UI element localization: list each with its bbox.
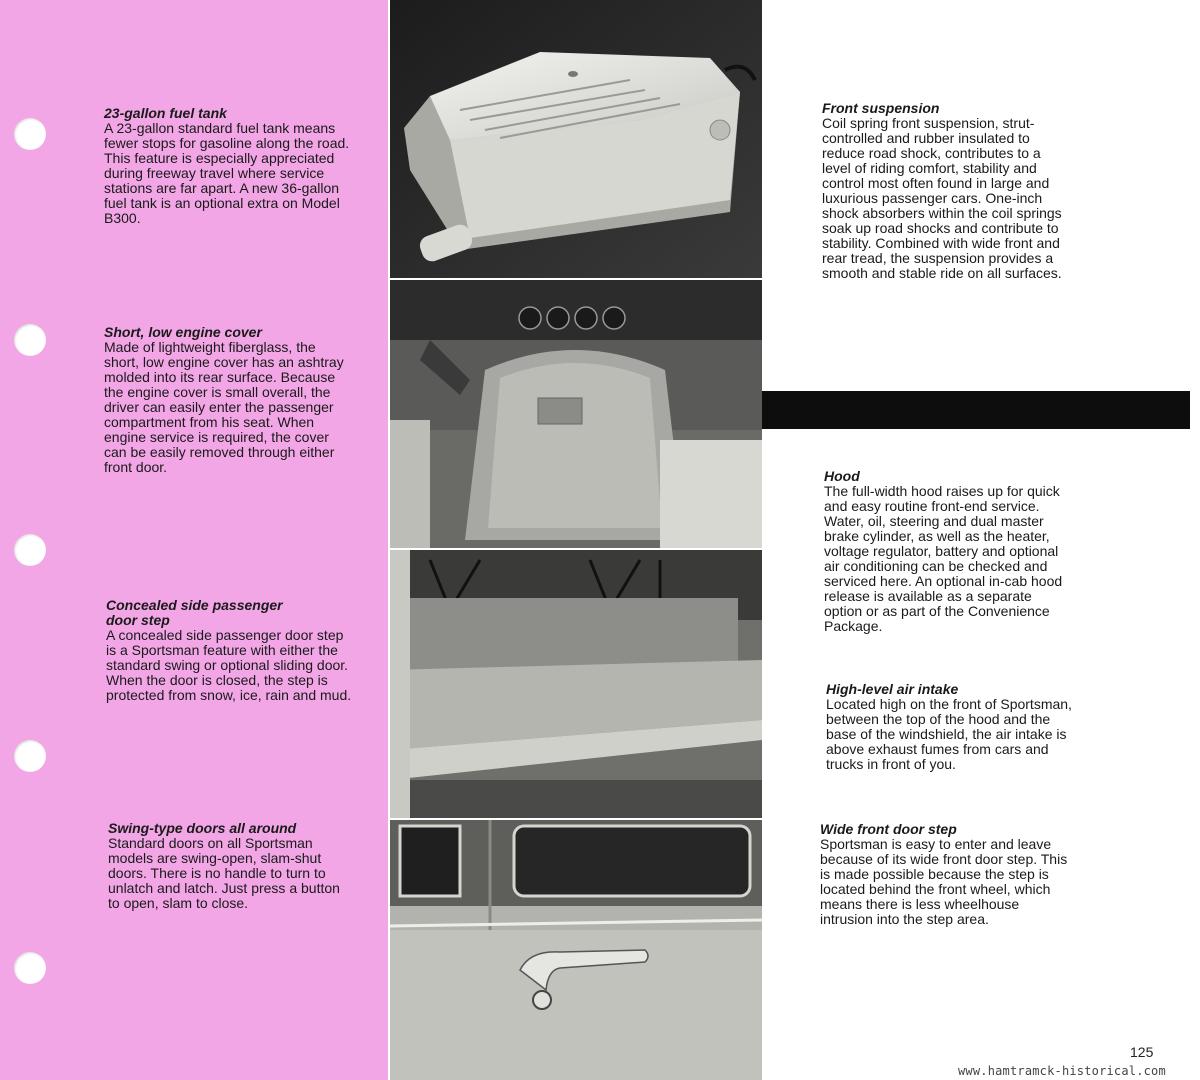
binder-hole — [14, 952, 46, 984]
binder-hole — [14, 324, 46, 356]
feature-title: 23-gallon fuel tank — [104, 105, 227, 121]
photo-door-step — [390, 550, 762, 818]
feature-title: Front suspension — [822, 100, 940, 116]
feature-body: A 23-gallon standard fuel tank means fewer stops for gasoline along the road. This feature is especially appreciated during freeway travel where service stations are far apart. A new 36-gallon fuel tank is an optional extra on Model B300. — [104, 120, 350, 226]
black-divider-bar — [762, 391, 1190, 429]
feature-swing-doors — [108, 821, 352, 911]
feature-body: Made of lightweight fiberglass, the short, low engine cover has an ashtray molded into its rear surface. Because the engine cover is small overall, the driver can easily enter the passenger compartment from his seat. When engine service is required, the cover can be easily removed through either front door. — [104, 339, 344, 475]
feature-body: A concealed side passenger door step is a Sportsman feature with either the standard swing or optional sliding door. When the door is closed, the step is protected from snow, ice, rain and mud. — [106, 627, 352, 703]
feature-title: Concealed side passenger door step — [106, 597, 283, 628]
feature-body: Standard doors on all Sportsman models are swing-open, slam-shut doors. There is no handle to turn to unlatch and latch. Just press a button to open, slam to close. — [108, 835, 340, 911]
binder-hole — [14, 534, 46, 566]
photo-engine-cover — [390, 280, 762, 548]
feature-body: Coil spring front suspension, strut-controlled and rubber insulated to reduce road shock, contributes to a level of riding comfort, stability and control most often found in large and luxurious passenger cars. One-inch shock absorbers within the coil springs soak up road shocks and contribute to stability. Combined with wide front and rear tread, the suspension provides a smooth and stable ride on all surfaces. — [822, 115, 1062, 281]
feature-body: The full-width hood raises up for quick and easy routine front-end service. Water, oil, steering and dual master brake cylinder, as well as the heater, voltage regulator, battery and optional air conditioning can be checked and serviced here. An optional in-cab hood release is available as a separate option or as part of the Convenience Package. — [824, 483, 1063, 634]
feature-title: High-level air intake — [826, 681, 959, 697]
feature-air-intake — [826, 682, 1074, 772]
page-number: 125 — [1130, 1044, 1154, 1060]
watermark: www.hamtramck-historical.com — [958, 1064, 1166, 1078]
feature-hood — [824, 469, 1072, 634]
feature-title: Swing-type doors all around — [108, 820, 297, 836]
feature-front-suspension — [822, 101, 1072, 281]
photo-swing-door — [390, 820, 762, 1080]
feature-engine-cover — [104, 325, 354, 475]
feature-fuel-tank — [104, 106, 352, 226]
feature-front-door-step — [820, 822, 1070, 927]
feature-title: Wide front door step — [820, 821, 957, 837]
binder-hole — [14, 740, 46, 772]
binder-hole — [14, 118, 46, 150]
feature-body: Sportsman is easy to enter and leave because of its wide front door step. This is made possible because the step is located behind the front wheel, which means there is less wheelhouse intrusion into the step area. — [820, 836, 1068, 927]
feature-door-step — [106, 598, 352, 703]
feature-title: Hood — [824, 468, 860, 484]
feature-title: Short, low engine cover — [104, 324, 262, 340]
feature-body: Located high on the front of Sportsman, between the top of the hood and the base of the windshield, the air intake is above exhaust fumes from cars and trucks in front of you. — [826, 696, 1072, 772]
photo-fuel-tank — [390, 0, 762, 278]
